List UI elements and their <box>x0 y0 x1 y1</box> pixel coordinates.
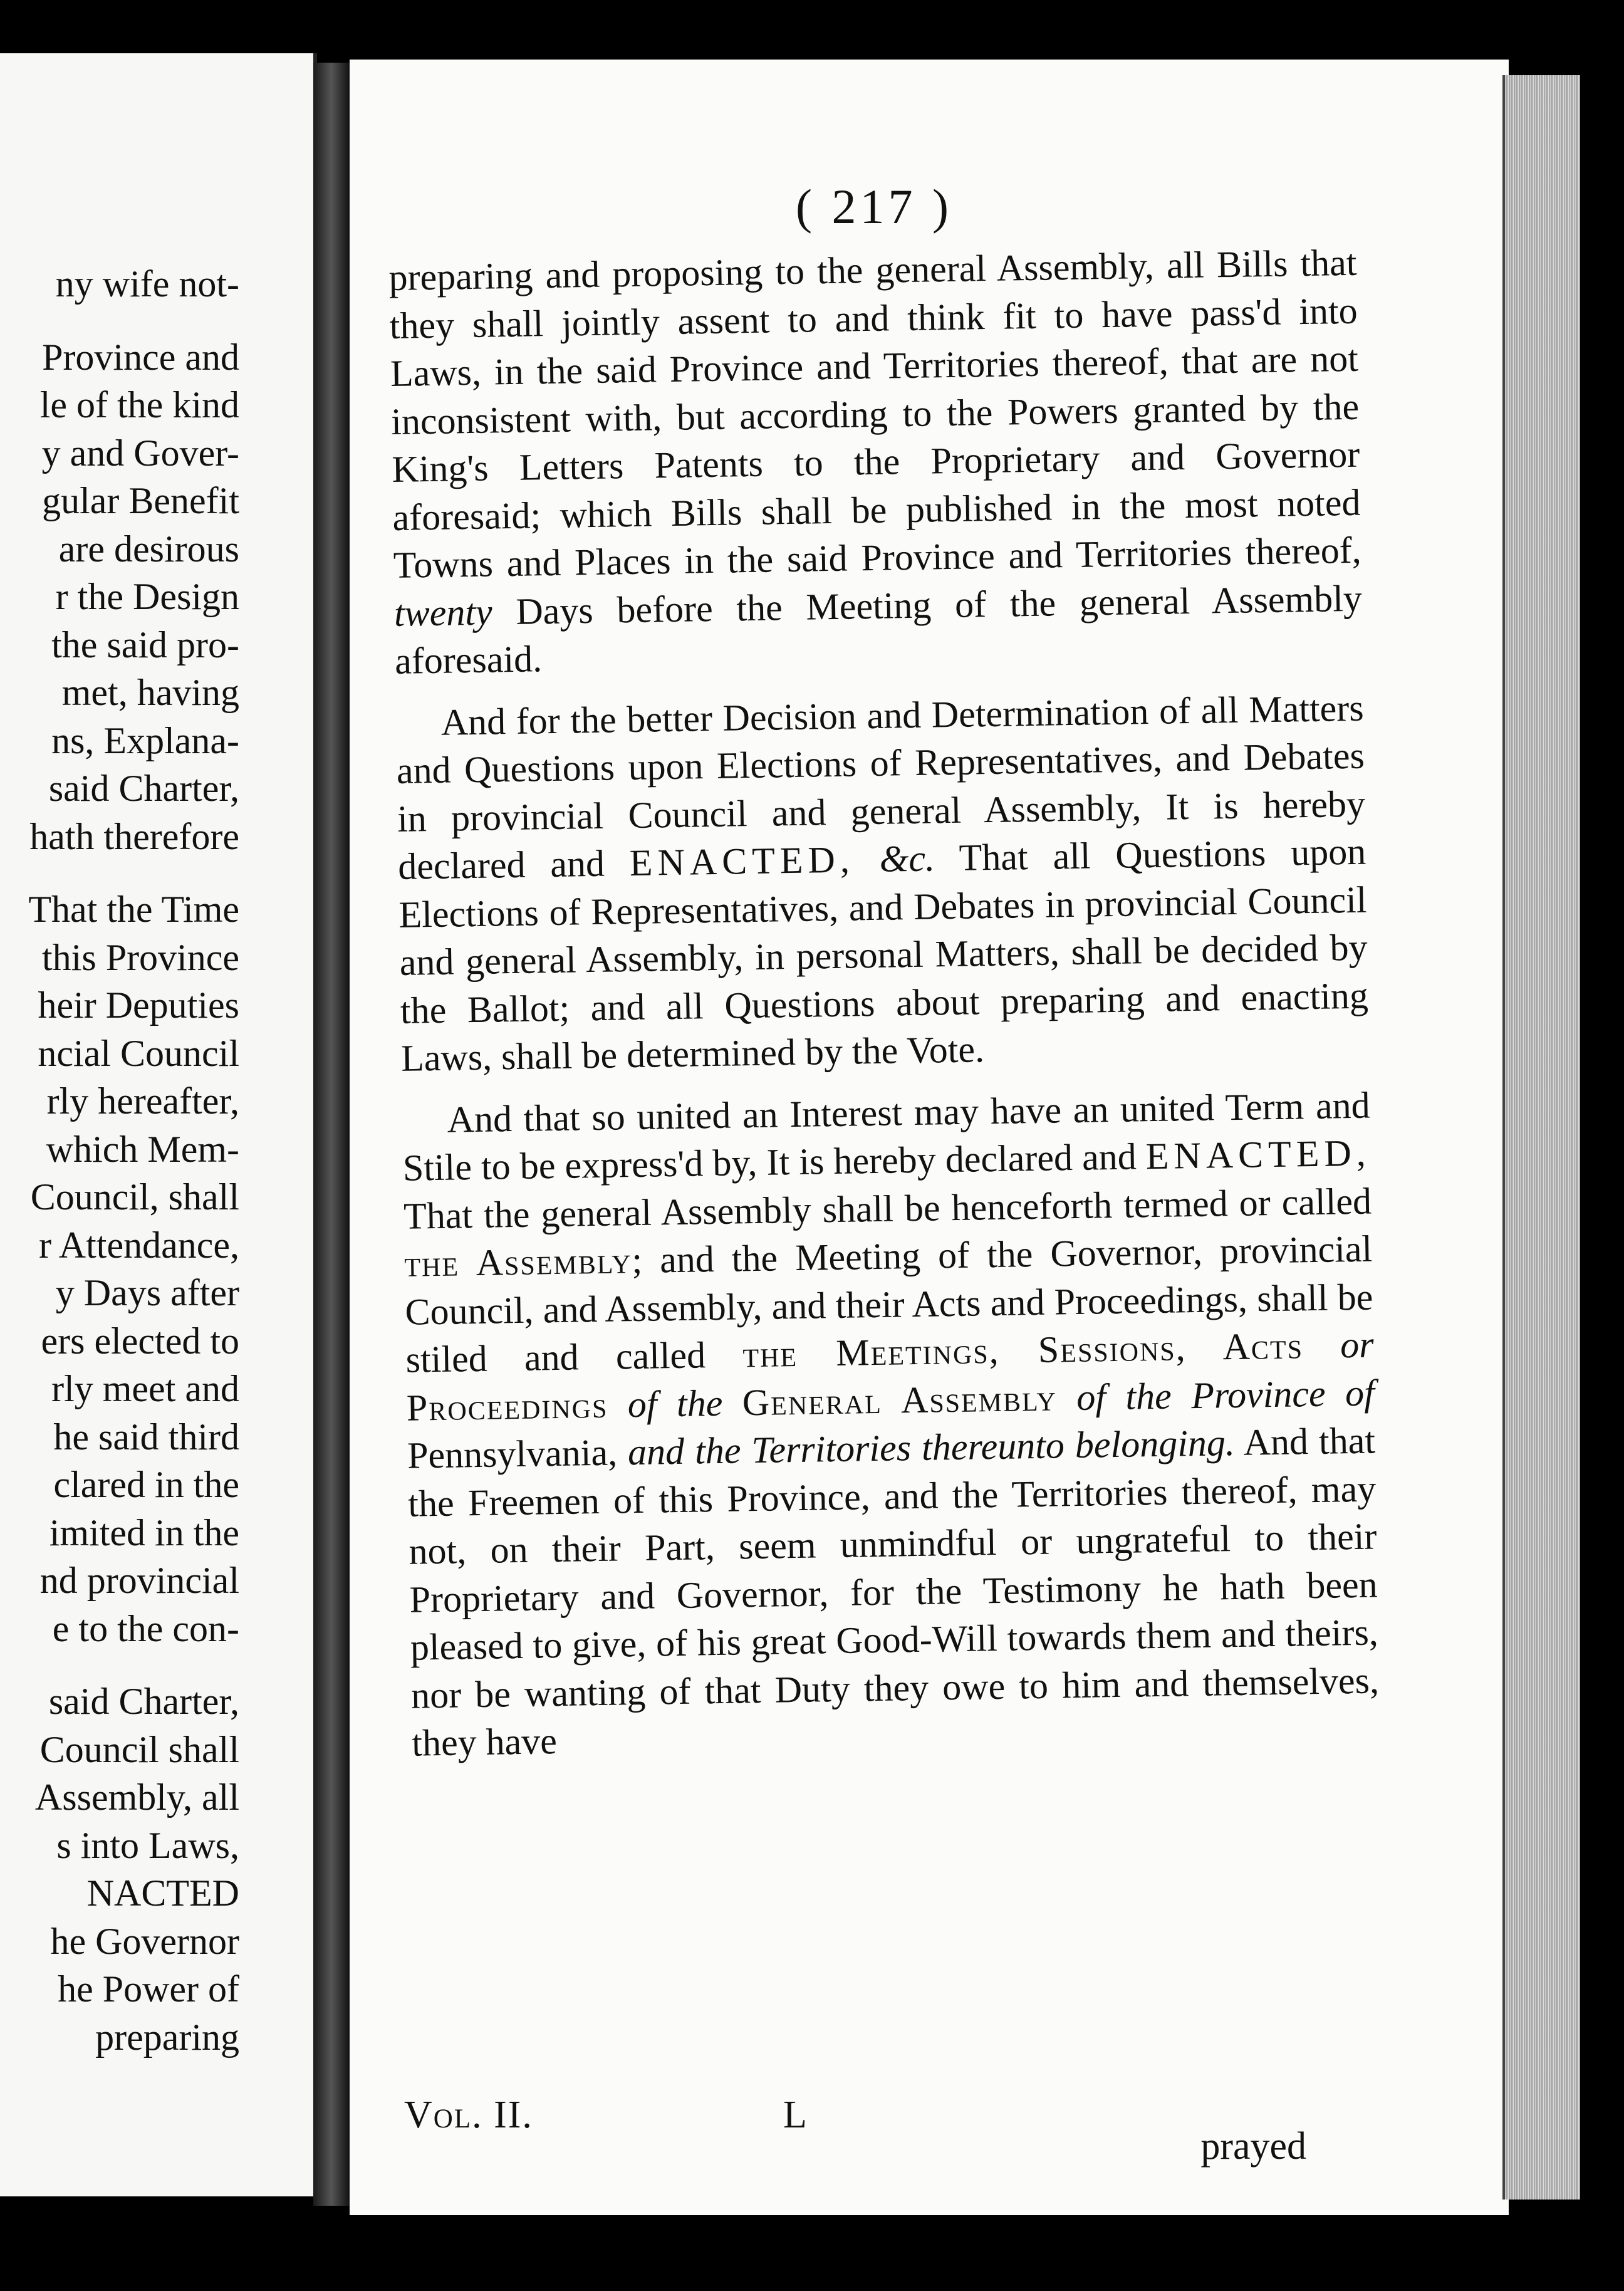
line-gap <box>0 308 239 333</box>
paragraph-1-end: Days before the Meeting of the general Assembly aforesaid. <box>394 577 1363 682</box>
left-page-line: he Power of <box>58 1968 239 2010</box>
left-page-line: Council shall <box>39 1728 239 1770</box>
paragraph-1-emphasis: twenty <box>393 590 493 634</box>
line-gap <box>0 860 239 885</box>
paragraph-3-text-c: ; and the Meeting of the Governor, provincial Council, and Assembly, and their Acts and Proceedings, shall be stiled and called <box>405 1228 1373 1380</box>
line-gap <box>0 1652 239 1678</box>
left-page-line: y and Gover- <box>41 432 239 474</box>
or-word: or <box>1303 1323 1375 1367</box>
catchword: prayed <box>1200 2125 1306 2168</box>
meetings-term: the Meetings, Sessions, Acts <box>742 1325 1304 1375</box>
left-page <box>0 53 317 2196</box>
territories-phrase: and the Territories thereunto belonging. <box>617 1422 1236 1473</box>
main-text <box>388 239 1380 1767</box>
signature-mark: L <box>783 2094 807 2136</box>
left-page-line: ers elected to <box>41 1320 239 1362</box>
paragraph-1 <box>388 239 1363 686</box>
left-page-line: met, having <box>61 672 239 713</box>
left-page-line: gular Benefit <box>42 480 239 521</box>
enacted-word: ENACTED, <box>629 838 855 884</box>
paragraph-3 <box>402 1081 1380 1767</box>
general-assembly-term: General Assembly <box>742 1376 1058 1423</box>
page-footer <box>404 2093 1306 2168</box>
paragraph-2-text: And for the better Decision and Determination of all Matters and Questions upon Elections of Representatives, and Debates in provincial Council and general Assembly, It is hereby declared and <box>396 687 1366 887</box>
left-page-line: he Governor <box>50 1920 239 1962</box>
left-page-line: s into Laws, <box>56 1824 239 1866</box>
left-page-line: ns, Explana- <box>51 719 239 761</box>
of-the-words: of the <box>607 1381 743 1426</box>
etc-mark: &c. <box>854 837 935 880</box>
left-page-line: heir Deputies <box>38 984 239 1026</box>
left-page-line: ny wife not- <box>55 263 239 305</box>
left-page-line: e to the con- <box>52 1607 239 1649</box>
province-of-words: of the Province of <box>1056 1372 1375 1418</box>
page-number: ( 217 ) <box>796 179 952 234</box>
left-page-line: Assembly, all <box>34 1777 239 1818</box>
proceedings-term: Proceedings <box>406 1384 608 1429</box>
left-page-line: y Days after <box>55 1272 239 1313</box>
paragraph-3-text-b: That the general Assembly shall be henceforth termed or called <box>403 1180 1372 1237</box>
enacted-word: ENACTED, <box>1145 1132 1372 1177</box>
left-page-line: Council, shall <box>30 1176 239 1218</box>
paragraph-2-end: That all Questions upon Elections of Representatives, and Debates in provincial Council and general Assembly, in personal Matters, shall be decided by the Ballot; and all Questions about preparing and enacting Laws, shall be determined by the Vote. <box>398 830 1369 1079</box>
left-page-line: this Province <box>42 936 239 978</box>
the-assembly-term: the Assembly <box>403 1239 632 1285</box>
left-page-text <box>0 260 239 2061</box>
left-page-line: said Charter, <box>48 768 239 809</box>
left-page-line: rly meet and <box>51 1368 239 1409</box>
left-page-line: Province and <box>42 336 239 378</box>
left-page-line: That the Time <box>28 889 239 930</box>
left-page-line: le of the kind <box>39 384 239 425</box>
book-gutter <box>313 63 350 2206</box>
left-page-line: said Charter, <box>48 1681 239 1722</box>
paragraph-3-end: And that the Freemen of this Province, and the Territories thereof, may not, on their Part, seem unmindful or ungrateful to their Proprietary and Governor, for the Testimony he hath been pleased to give, of his great Good-Will towards them and theirs, nor be wanting of that Duty they owe to him and themselves, they have <box>407 1419 1380 1764</box>
left-page-line: nd provincial <box>39 1560 239 1601</box>
left-page-line: r the Design <box>55 576 239 617</box>
paragraph-2 <box>395 684 1369 1082</box>
left-page-line: the said pro- <box>51 624 239 665</box>
left-page-line: NACTED <box>86 1872 239 1914</box>
left-page-line: hath therefore <box>29 815 239 857</box>
left-page-line: he said third <box>53 1416 239 1458</box>
pennsylvania-word: Pennsylvania, <box>407 1431 618 1476</box>
paragraph-1-text: preparing and proposing to the general Assembly, all Bills that they shall jointly assent to and think fit to have pass'd into Laws, in the said Province and Territories thereof, that are not inconsistent with, but according to the Powers granted by the King's Letters Patents to the Proprietary and Governor aforesaid; which Bills shall be published in the most noted Towns and Places in the said Province and Territories thereof, <box>388 241 1362 586</box>
left-page-line: are desirous <box>58 528 239 570</box>
left-page-line: r Attendance, <box>39 1224 239 1266</box>
left-page-line: ncial Council <box>38 1032 239 1074</box>
volume-label: Vol. II. <box>404 2094 533 2136</box>
page-edges <box>1502 75 1580 2200</box>
left-page-line: rly hereafter, <box>46 1080 239 1122</box>
left-page-line: which Mem- <box>46 1128 239 1170</box>
left-page-line: clared in the <box>53 1464 239 1505</box>
left-page-line: preparing <box>95 2016 239 2058</box>
paragraph-3-text: And that so united an Interest may have an united Term and Stile to be express'd by, It is hereby declared and <box>402 1084 1371 1189</box>
left-page-line: imited in the <box>49 1511 239 1553</box>
